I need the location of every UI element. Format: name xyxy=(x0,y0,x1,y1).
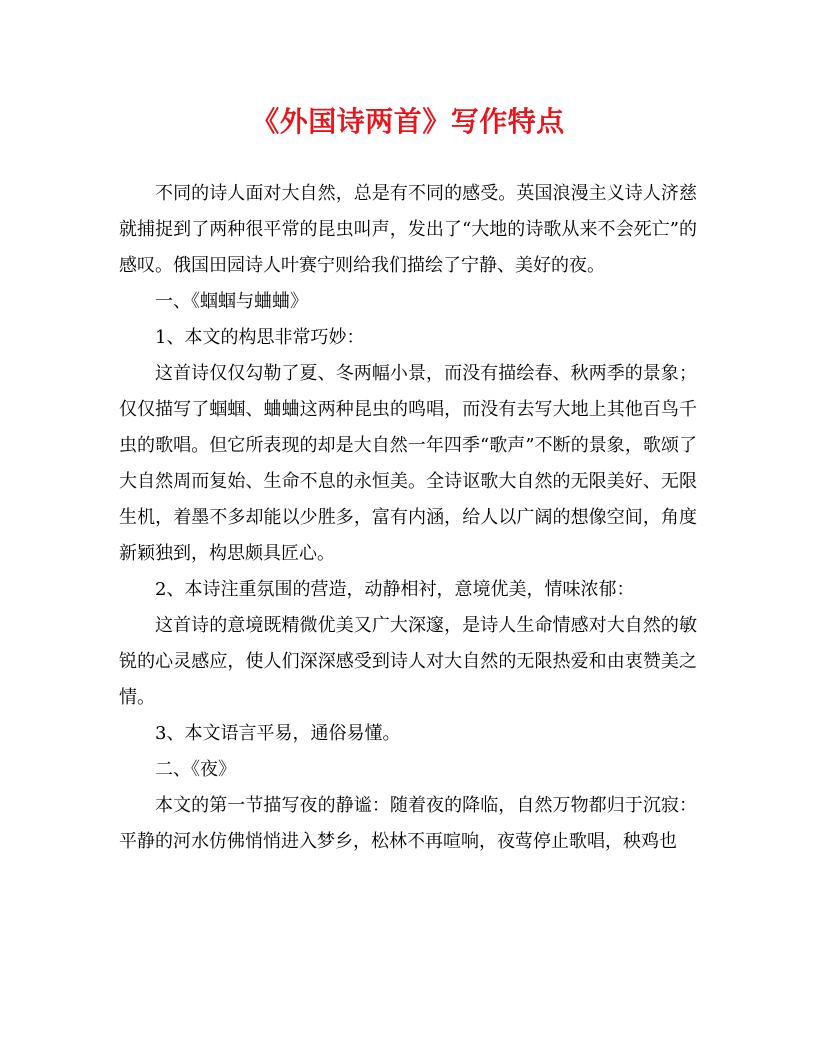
point-heading-2: 2、本诗注重氛围的营造，动静相衬，意境优美，情味浓郁： xyxy=(155,579,635,600)
point-heading-1: 1、本文的构思非常巧妙： xyxy=(155,327,365,348)
paragraph-structure: 这首诗仅仅勾勒了夏、冬两幅小景，而没有描绘春、秋两季的景象；仅仅描写了蝈蝈、蛐蛐这两种昆虫的鸣唱，而没有去写大地上其他百鸟千虫的歌唱。但它所表现的却是大自然一年四季“歌声”不断的景象，歌颂了大自然周而复始、生命不息的永恒美。全诗讴歌大自然的无限美好、无限生机，着墨不多却能以少胜多，富有内涵，给人以广阔的想像空间，角度新颖独到，构思颇具匠心。 xyxy=(119,363,697,564)
paragraph-intro: 不同的诗人面对大自然，总是有不同的感受。英国浪漫主义诗人济慈就捕捉到了两种很平常的昆虫叫声，发出了“大地的诗歌从来不会死亡”的感叹。俄国田园诗人叶赛宁则给我们描绘了宁静、美好的夜。 xyxy=(119,183,697,276)
document-title: 《外国诗两首》写作特点 xyxy=(251,105,565,138)
paragraph-night: 本文的第一节描写夜的静谧：随着夜的降临，自然万物都归于沉寂：平静的河水仿佛悄悄进入梦乡，松林不再喧响，夜莺停止歌唱，秧鸡也 xyxy=(119,795,697,852)
document-body xyxy=(119,176,697,860)
paragraph-mood: 这首诗的意境既精微优美又广大深邃，是诗人生命情感对大自然的敏锐的心灵感应，使人们深深感受到诗人对大自然的无限热爱和由衷赞美之情。 xyxy=(119,615,697,708)
section-heading-2: 二、《夜》 xyxy=(155,759,236,780)
section-heading-1: 一、《蝈蝈与蛐蛐》 xyxy=(155,291,308,312)
point-heading-3: 3、本文语言平易，通俗易懂。 xyxy=(155,723,401,744)
